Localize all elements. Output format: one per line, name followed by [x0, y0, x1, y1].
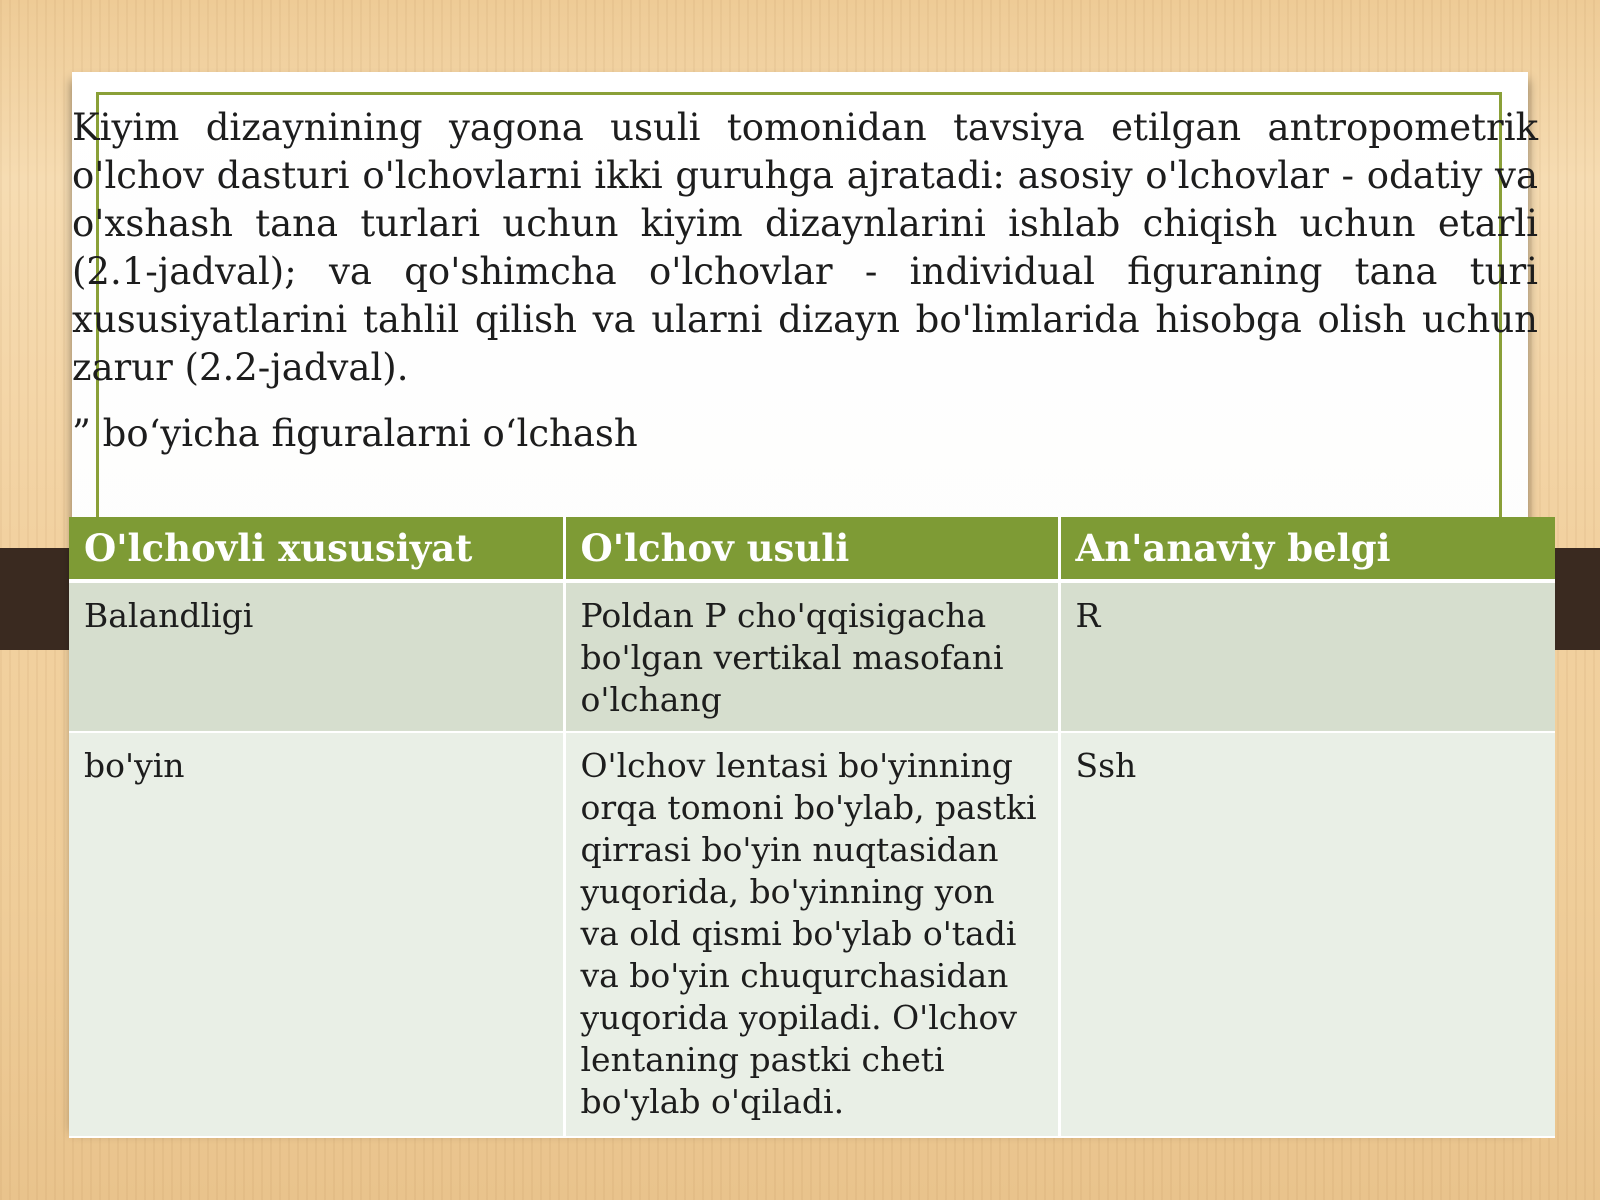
cell-symbol: Ssh [1059, 732, 1555, 1137]
section-subtitle: ” bo‘yicha figuralarni o‘lchash [72, 412, 638, 455]
table-header-row [69, 517, 1555, 581]
cell-feature: bo'yin [69, 732, 564, 1137]
cell-symbol: R [1059, 581, 1555, 732]
cell-method: O'lchov lentasi bo'yinning orqa tomoni bo'ylab, pastki qirrasi bo'yin nuqtasidan yuqorida, bo'yinning yon va old qismi bo'ylab o'tadi va bo'yin chuqurchasidan yuqorida yopiladi. O'lchov lentaning pastki cheti bo'ylab o'qiladi. [564, 732, 1059, 1137]
measurements-table [69, 517, 1555, 1138]
header-measurement-method: O'lchov usuli [564, 517, 1059, 581]
cell-method: Poldan P cho'qqisigacha bo'lgan vertikal masofani o'lchang [564, 581, 1059, 732]
header-measurement-feature: O'lchovli xususiyat [69, 517, 564, 581]
header-conventional-symbol: An'anaviy belgi [1059, 517, 1555, 581]
table-row [69, 732, 1555, 1137]
cell-feature: Balandligi [69, 581, 564, 732]
slide-text-block [72, 104, 1538, 458]
table-row [69, 581, 1555, 732]
body-paragraph: Kiyim dizaynining yagona usuli tomonidan tavsiya etilgan antropometrik o'lchov dasturi o'lchovlarni ikki guruhga ajratadi: asosiy o'lchovlar - odatiy va o'xshash tana turlari uchun kiyim dizaynlarini ishlab chiqish uchun etarli (2.1-jadval); va qo'shimcha o'lchovlar - individual figuraning tana turi xususiyatlarini tahlil qilish va ularni dizayn bo'limlarida hisobga olish uchun zarur (2.2-jadval). [72, 106, 1538, 389]
